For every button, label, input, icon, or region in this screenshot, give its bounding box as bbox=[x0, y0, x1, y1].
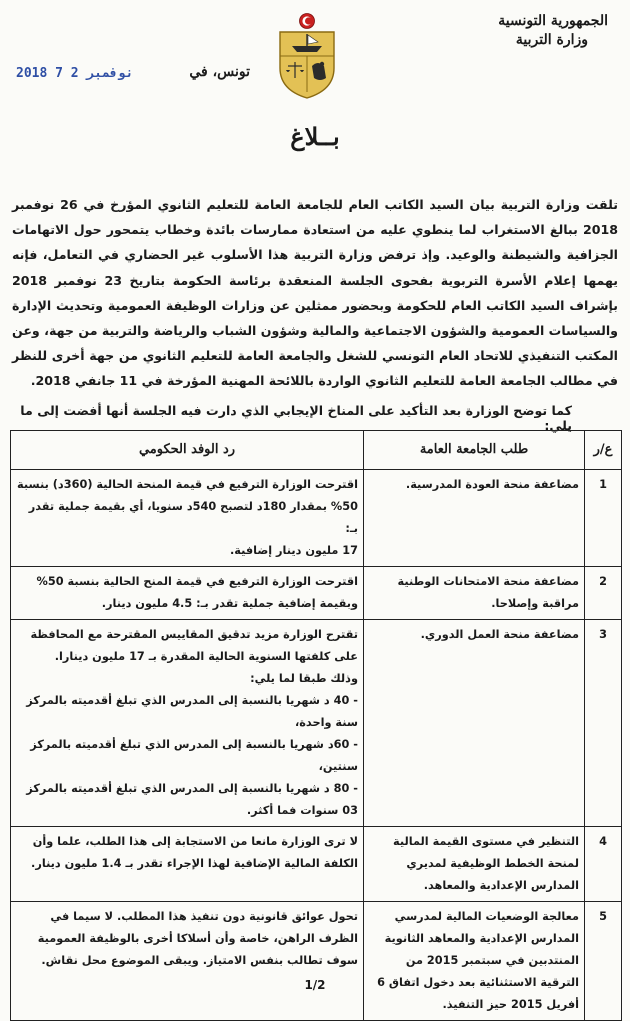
letterhead bbox=[448, 12, 608, 50]
response-line: 17 مليون دينار إضافية. bbox=[229, 544, 358, 557]
header-request: طلب الجامعة العامة bbox=[364, 431, 585, 470]
row-number: 4 bbox=[585, 827, 622, 902]
row-request: مضاعفة منحة العودة المدرسية. bbox=[364, 470, 585, 567]
row-response bbox=[11, 827, 364, 902]
response-line: - 60د شهريا بالنسبة إلى المدرس الذي تبلغ أقدميته بالمركز سنتين، bbox=[30, 738, 358, 773]
row-response bbox=[11, 902, 364, 1021]
country-name: الجمهورية التونسية bbox=[498, 13, 608, 29]
table-row bbox=[11, 567, 622, 620]
response-line: لا ترى الوزارة مانعا من الاستجابة إلى هذا الطلب، علما وأن الكلفة المالية الإضافية لهذا الإجراء تقدر بـ 1.4 مليون دينار. bbox=[31, 835, 358, 870]
table-row bbox=[11, 620, 622, 827]
row-request: مضاعفة منحة العمل الدوري. bbox=[364, 620, 585, 827]
row-response bbox=[11, 470, 364, 567]
table-row bbox=[11, 827, 622, 902]
row-number: 3 bbox=[585, 620, 622, 827]
response-line: وذلك طبقا لما يلي: bbox=[250, 672, 358, 685]
response-line: تقترح الوزارة مزيد تدقيق المقاييس المقترحة مع المحافظة على كلفتها السنوية الحالية المقدرة بـ 17 مليون دينارا. bbox=[30, 628, 358, 663]
tunisia-coat-of-arms-icon bbox=[272, 12, 342, 100]
page-number: 1/2 bbox=[304, 978, 326, 992]
measures-table bbox=[10, 430, 622, 1021]
row-response bbox=[11, 620, 364, 827]
response-line: - 80 د شهريا بالنسبة إلى المدرس الذي تبلغ أقدميته بالمركز 03 سنوات فما أكثر. bbox=[26, 782, 358, 817]
row-number: 1 bbox=[585, 470, 622, 567]
table-header-row bbox=[11, 431, 622, 470]
date-line bbox=[10, 64, 250, 88]
response-line: اقترحت الوزارة الترفيع في قيمة المنح الحالية بنسبة 50% وبقيمة إضافية جملية تقدر بـ: 4.5 مليون دينار. bbox=[36, 575, 358, 610]
paragraph: تلقت وزارة التربية بيان السيد الكاتب العام للجامعة العامة للتعليم الثانوي المؤرخ في 26 نوفمبر 2018 ببالغ الاستغراب لما ينطوي عليه من استعادة ممارسات بائدة وخطاب يتمحور حول الاتهامات الجزافية والشيطنة والوعيد. وإذ ترفض وزارة التربية هذا الأسلوب غير الحضاري في التعامل، فإنه يهمها إعلام الأسرة التربوية بفحوى الجلسة المنعقدة برئاسة الحكومة بتاريخ 23 نوفمبر 2018 بإشراف السيد الكاتب العام للحكومة وبحضور ممثلين عن وزارات الوظيفة العمومية وتحديث الإدارة والسياسات العمومية والشؤون الاجتماعية والمالية وشؤون الشباب والرياضة والتربية من جهة، وعن المكتب التنفيذي للاتحاد العام التونسي للشغل والجامعة العامة للتعليم الثانوي من جهة أخرى للنظر في مطالب الجامعة العامة للتعليم الثانوي الواردة باللائحة المهنية المؤرخة في 11 جانفي 2018. bbox=[12, 197, 618, 389]
row-response bbox=[11, 567, 364, 620]
row-request: معالجة الوضعيات المالية لمدرسي المدارس الإعدادية والمعاهد الثانوية المنتدبين في سبتمبر 2015 من الترقية الاستثنائية بعد دخول اتفاق 6 أفريل 2015 حيز التنفيذ. bbox=[364, 902, 585, 1021]
header-response: رد الوفد الحكومي bbox=[11, 431, 364, 470]
place-date-label: تونس، في bbox=[189, 64, 250, 80]
response-line: - 40 د شهريا بالنسبة إلى المدرس الذي تبلغ أقدميته بالمركز سنة واحدة، bbox=[26, 694, 358, 729]
ministry-name: وزارة التربية bbox=[515, 32, 588, 48]
header-number: ع/ر bbox=[585, 431, 622, 470]
document-title: بــلاغ bbox=[290, 122, 340, 151]
communique-body bbox=[12, 192, 618, 394]
row-request: التنظير في مستوى القيمة المالية لمنحة الخطط الوظيفية لمديري المدارس الإعدادية والمعاهد. bbox=[364, 827, 585, 902]
table-intro: كما توضح الوزارة بعد التأكيد على المناخ الإيجابي الذي دارت فيه الجلسة أنها أفضت إلى ما يلي: bbox=[20, 403, 572, 433]
row-number: 2 bbox=[585, 567, 622, 620]
date-stamp: 2018 نوفمبر 2 7 bbox=[16, 66, 134, 81]
row-number: 5 bbox=[585, 902, 622, 1021]
response-line: تحول عوائق قانونية دون تنفيذ هذا المطلب. لا سيما في الظرف الراهن، خاصة وأن أسلاكا أخرى بالوظيفة العمومية سوف تطالب بنفس الامتياز. ويبقى الموضوع محل نقاش. bbox=[37, 910, 358, 967]
table-row bbox=[11, 902, 622, 1021]
table-row bbox=[11, 470, 622, 567]
response-line: اقترحت الوزارة الترفيع في قيمة المنحة الحالية (360د) بنسبة 50% بمقدار 180د لتصبح 540د سنويا، أي بقيمة جملية تقدر بـ: bbox=[17, 478, 358, 535]
row-request: مضاعفة منحة الامتحانات الوطنية مراقبة وإصلاحا. bbox=[364, 567, 585, 620]
